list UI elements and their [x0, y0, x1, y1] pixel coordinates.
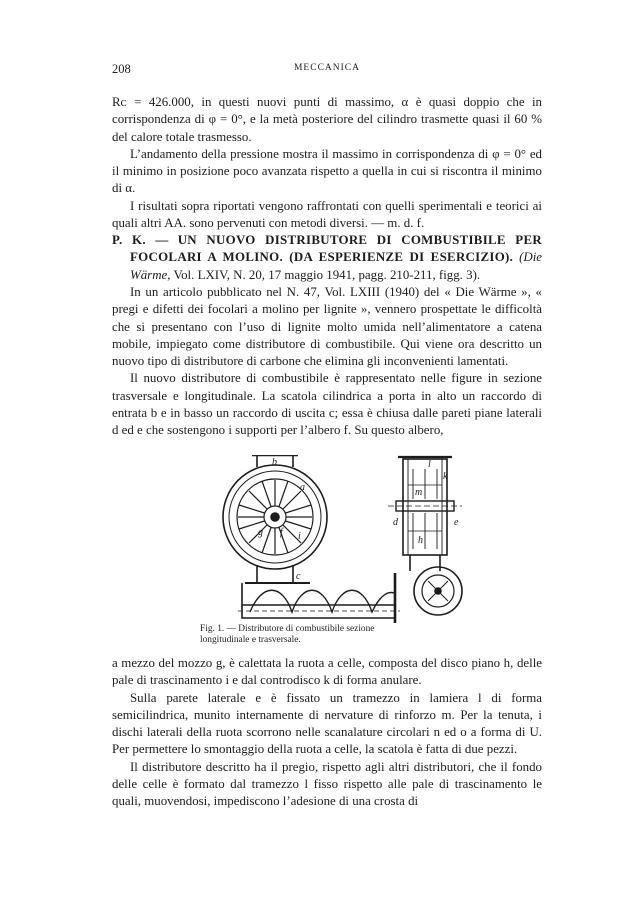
figure-label: m: [415, 487, 423, 498]
article-source-details: Vol. LXIV, N. 20, 17 maggio 1941, pagg. 210-211, figg. 3).: [173, 267, 481, 282]
paragraph: In un articolo pubblicato nel N. 47, Vol. LXIII (1940) del « Die Wärme », « pregi e difetti dei focolari a molino per lignite », vennero prospettate le difficoltà che si presentano con l’uso di lignite molto umida nell’alimentatore a catena mobile, impiegato come distributore di combustibile. Qui viene ora descritto un nuovo tipo di distributore di carbone che elimina gli inconvenienti lamentati.: [112, 285, 542, 369]
block-2: [112, 284, 542, 440]
figure-caption-line-2: longitudinale e trasversale.: [200, 635, 301, 645]
article-heading: [112, 232, 542, 284]
screw-conveyor: [250, 590, 394, 612]
paragraph: Sulla parete laterale e è fissato un tramezzo in lamiera l di forma semicilindrica, munito internamente di nervature di rinforzo m. Per la tenuta, i dischi laterali della ruota scorrono nelle scanalature circolari n ed o a forma di U. Per permettere lo smontaggio della ruota a celle, la scatola è fatta di due pezzi.: [112, 690, 542, 757]
figure-caption: [200, 624, 482, 646]
figure-label: e: [454, 517, 459, 528]
figure-caption-line-1: Fig. 1. — Distributore di combustibile sezione: [200, 624, 375, 634]
figure-label: a: [300, 482, 305, 493]
paragraph: Il distributore descritto ha il pregio, rispetto agli altri distributori, che il fondo delle celle è formato dal tramezzo l fisso rispetto alle pale di trascinamento le quali, muovendosi, impediscono l’adesione di una crosta di: [112, 759, 542, 809]
article-author: P. K. —: [112, 233, 169, 247]
paragraph: I risultati sopra riportati vengono raffrontati con quelli sperimentali e teorici ai quali altri AA. sono pervenuti con metodi diversi. — m. d. f.: [112, 198, 542, 231]
long-cells: [413, 469, 437, 549]
figure-label: b: [272, 457, 277, 468]
shaft: [271, 513, 279, 521]
paragraph: a mezzo del mozzo g, è calettata la ruota a celle, composta del disco piano h, delle pale di trascinamento i e dal controdisco k di forma anulare.: [112, 656, 542, 688]
block-3: [112, 655, 542, 811]
page-number: 208: [112, 62, 131, 76]
figure-label: l: [428, 459, 431, 470]
figure-label: d: [393, 517, 398, 528]
figure-label: h: [418, 535, 423, 546]
paragraph: Rᴄ = 426.000, in questi nuovi punti di massimo, α è quasi doppio che in corrispondenza di φ = 0°, e la metà posteriore del cilindro trasmette quasi il 60 % del calore totale trasmesso.: [112, 95, 542, 144]
paragraph: L’andamento della pressione mostra il massimo in corrispondenza di φ = 0° ed il minimo in posizione poco avanzata rispetto a quella in cui si riscontra il minimo di α.: [112, 146, 542, 196]
article-title-text: UN NUOVO DISTRIBUTORE DI COMBUSTIBILE PER FOCOLARI A MOLINO. (DA ESPERIENZE DI ESERCIZIO).: [130, 233, 542, 265]
figure-label: c: [296, 571, 301, 582]
long-screw-blades: [428, 581, 448, 601]
figure-label: i: [298, 531, 301, 542]
figure-label: f: [280, 527, 283, 538]
figure-distributor: [200, 455, 482, 625]
block-1: [112, 94, 542, 232]
figure-label: g: [258, 527, 263, 538]
page-header: [112, 62, 542, 76]
long-outlet: [410, 555, 440, 571]
article-title: [112, 232, 542, 284]
paragraph: Il nuovo distributore di combustibile è rappresentato nelle figure in sezione trasversale e longitudinale. La scatola cilindrica a porta in alto un raccordo di entrata b e in basso un raccordo di uscita c; essa è chiusa dalle pareti piane laterali d ed e che sostengono i supporti per l’albero f. Su questo albero,: [112, 371, 542, 438]
article-source-journal: (Die Wärme,: [130, 250, 542, 282]
figure-label: k: [443, 471, 448, 482]
running-title: MECCANICA: [293, 63, 360, 73]
